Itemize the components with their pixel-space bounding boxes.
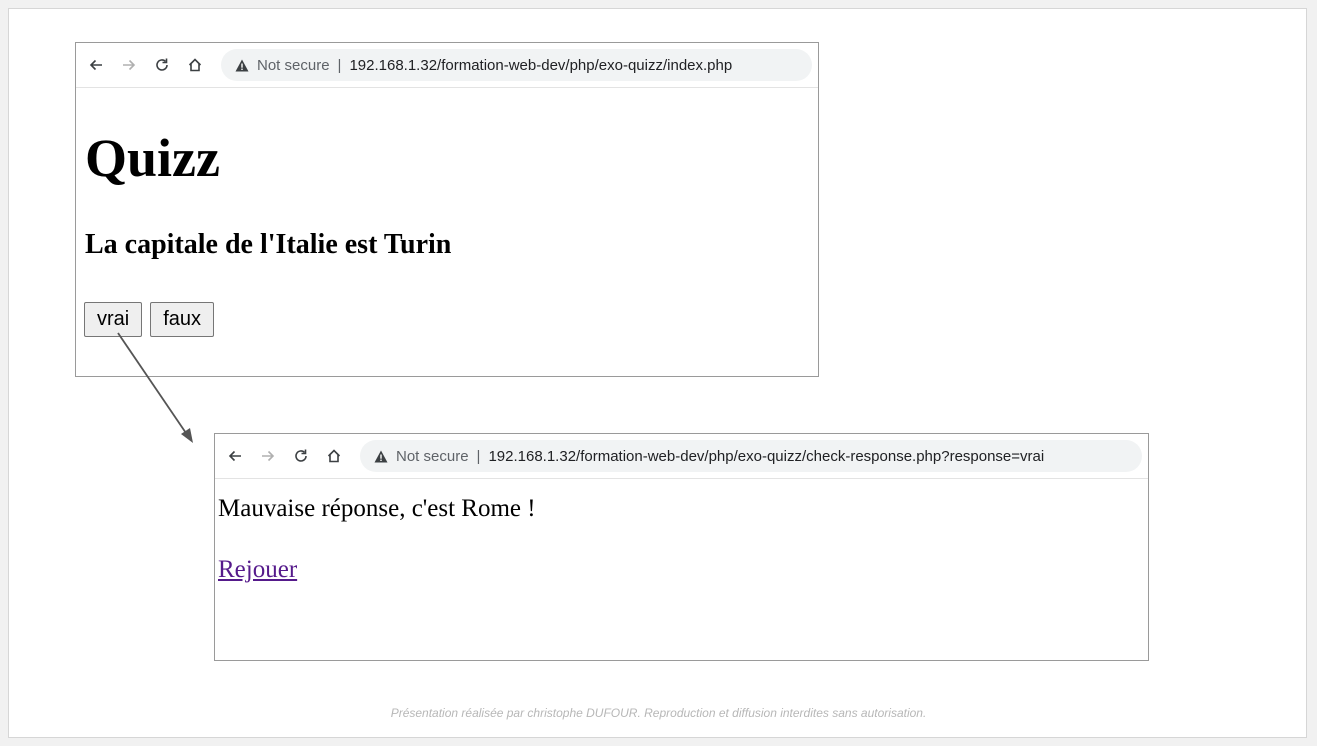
false-button[interactable]: faux: [150, 302, 214, 337]
url-text: 192.168.1.32/formation-web-dev/php/exo-quizz/index.php: [349, 56, 733, 74]
url-separator: |: [476, 447, 481, 465]
page-title: Quizz: [85, 128, 220, 188]
url-text: 192.168.1.32/formation-web-dev/php/exo-quizz/check-response.php?response=vrai: [488, 447, 1045, 465]
quiz-question: La capitale de l'Italie est Turin: [85, 229, 452, 260]
footer-credit: Présentation réalisée par christophe DUFOUR. Reproduction et diffusion interdites sans autorisation.: [390, 706, 927, 720]
not-secure-label: Not secure: [257, 56, 330, 74]
true-button[interactable]: vrai: [84, 302, 142, 337]
result-message: Mauvaise réponse, c'est Rome !: [218, 495, 536, 522]
replay-link[interactable]: Rejouer: [218, 556, 298, 583]
not-secure-label: Not secure: [396, 447, 469, 465]
url-separator: |: [337, 56, 342, 74]
